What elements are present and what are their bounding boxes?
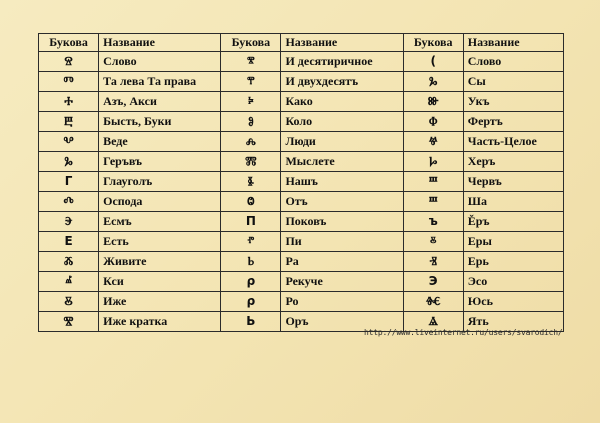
letter-name-cell: Сы xyxy=(463,72,563,92)
letter-glyph-cell: Ⱎ xyxy=(403,172,463,192)
letter-name-cell: Херъ xyxy=(463,152,563,172)
letter-glyph-cell: Ⱈ xyxy=(403,152,463,172)
letter-glyph-cell: Ⰺ xyxy=(39,312,99,332)
alphabet-table xyxy=(38,33,564,332)
letter-name-cell: Глауголъ xyxy=(99,172,221,192)
letter-name-cell: Есмъ xyxy=(99,212,221,232)
letter-name-cell: Фертъ xyxy=(463,112,563,132)
letter-name-cell: Люди xyxy=(281,132,403,152)
table-row xyxy=(39,172,564,192)
letter-name-cell: Юсь xyxy=(463,292,563,312)
letter-glyph-cell: ρ xyxy=(221,292,281,312)
letter-name-cell: Оръ xyxy=(281,312,403,332)
letter-name-cell: Отъ xyxy=(281,192,403,212)
letter-name-cell: Мыслете xyxy=(281,152,403,172)
letter-glyph-cell: Ⱁ xyxy=(221,112,281,132)
letter-glyph-cell: П xyxy=(221,212,281,232)
table-body xyxy=(39,52,564,332)
letter-glyph-cell: ⰹ xyxy=(221,72,281,92)
letter-glyph-cell: Ⱇ xyxy=(403,112,463,132)
letter-name-cell: Рекуче xyxy=(281,272,403,292)
letter-name-cell: Бысть, Буки xyxy=(99,112,221,132)
letter-glyph-cell: Г xyxy=(39,172,99,192)
letter-name-cell: Эсо xyxy=(463,272,563,292)
table-row xyxy=(39,52,564,72)
letter-name-cell: Ерь xyxy=(463,252,563,272)
letter-glyph-cell: Ⱙ xyxy=(403,292,463,312)
letter-name-cell: Укъ xyxy=(463,92,563,112)
letter-name-cell: Та лева Та права xyxy=(99,72,221,92)
header-name-1: Название xyxy=(99,34,221,52)
letter-name-cell: И двухдесятъ xyxy=(281,72,403,92)
letter-glyph-cell: Ⰵ xyxy=(39,212,99,232)
table-row xyxy=(39,72,564,92)
letter-name-cell: Ша xyxy=(463,192,563,212)
letter-glyph-cell: ⰺ xyxy=(221,52,281,72)
header-name-2: Название xyxy=(281,34,403,52)
letter-name-cell: Слово xyxy=(463,52,563,72)
letter-glyph-cell: Ⱎ xyxy=(403,192,463,212)
letter-glyph-cell: ( xyxy=(403,52,463,72)
letter-glyph-cell: Ⰶ xyxy=(39,252,99,272)
letter-name-cell: Кси xyxy=(99,272,221,292)
letter-name-cell: Червъ xyxy=(463,172,563,192)
letter-glyph-cell: ⰻ xyxy=(403,232,463,252)
letter-name-cell: Азъ, Акси xyxy=(99,92,221,112)
letter-name-cell: Ро xyxy=(281,292,403,312)
table-row xyxy=(39,212,564,232)
letter-glyph-cell: ⰼ xyxy=(39,272,99,292)
letter-name-cell: Нашъ xyxy=(281,172,403,192)
letter-glyph-cell: Ⰾ xyxy=(221,132,281,152)
letter-name-cell: Веде xyxy=(99,132,221,152)
letter-glyph-cell: Ⱃ xyxy=(221,252,281,272)
letter-glyph-cell: Е xyxy=(39,232,99,252)
letter-glyph-cell: Ⱍ xyxy=(403,132,463,152)
letter-name-cell: Ра xyxy=(281,252,403,272)
letter-glyph-cell: Ⰰ xyxy=(39,92,99,112)
letter-glyph-cell: ⰽ xyxy=(221,92,281,112)
letter-glyph-cell: Ⰻ xyxy=(39,292,99,312)
letter-glyph-cell: Ⱐ xyxy=(403,252,463,272)
letter-glyph-cell: Ⱄ xyxy=(39,52,99,72)
table-row xyxy=(39,192,564,212)
table-row xyxy=(39,252,564,272)
letter-name-cell: Есть xyxy=(99,232,221,252)
table-row xyxy=(39,92,564,112)
letter-glyph-cell: Ⰲ xyxy=(39,132,99,152)
header-name-3: Название xyxy=(463,34,563,52)
letter-name-cell: Пи xyxy=(281,232,403,252)
letter-name-cell: Ěръ xyxy=(463,212,563,232)
letter-name-cell: Ять xyxy=(463,312,563,332)
table-row xyxy=(39,112,564,132)
letter-glyph-cell: ъ xyxy=(403,212,463,232)
letter-name-cell: Коло xyxy=(281,112,403,132)
letter-glyph-cell: Ь xyxy=(221,312,281,332)
watermark-url: http://www.liveinternet.ru/users/svarodich/ xyxy=(364,328,563,337)
header-letter-1: Букова xyxy=(39,34,99,52)
letter-name-cell: Геръвъ xyxy=(99,152,221,172)
header-letter-3: Букова xyxy=(403,34,463,52)
letter-glyph-cell: Ⱆ xyxy=(403,92,463,112)
letter-name-cell: Слово xyxy=(99,52,221,72)
letter-glyph-cell: Ⱉ xyxy=(221,192,281,212)
letter-name-cell: Оспода xyxy=(99,192,221,212)
letter-glyph-cell: Ⰱ xyxy=(39,112,99,132)
letter-glyph-cell: Ⱅ xyxy=(39,72,99,92)
table-row xyxy=(39,292,564,312)
letter-name-cell: Како xyxy=(281,92,403,112)
letter-name-cell: Часть-Целое xyxy=(463,132,563,152)
letter-glyph-cell: Э xyxy=(403,272,463,292)
table-row xyxy=(39,132,564,152)
letter-glyph-cell: ⱂ xyxy=(221,232,281,252)
letter-name-cell: Живите xyxy=(99,252,221,272)
letter-name-cell: Иже xyxy=(99,292,221,312)
table-row xyxy=(39,232,564,252)
letter-glyph-cell: ρ xyxy=(221,272,281,292)
table-row xyxy=(39,152,564,172)
letter-glyph-cell: Ⱑ xyxy=(403,312,463,332)
table-row xyxy=(39,272,564,292)
letter-glyph-cell: Ⰳ xyxy=(39,152,99,172)
letter-glyph-cell: Ⰿ xyxy=(221,152,281,172)
letter-glyph-cell: Ⰴ xyxy=(39,192,99,212)
letter-name-cell: И десятиричное xyxy=(281,52,403,72)
header-letter-2: Букова xyxy=(221,34,281,52)
letter-name-cell: Еры xyxy=(463,232,563,252)
letter-glyph-cell: Ⰳ xyxy=(403,72,463,92)
letter-glyph-cell: Ⱛ xyxy=(221,172,281,192)
letter-name-cell: Иже кратка xyxy=(99,312,221,332)
table-header-row xyxy=(39,34,564,52)
letter-name-cell: Поковъ xyxy=(281,212,403,232)
